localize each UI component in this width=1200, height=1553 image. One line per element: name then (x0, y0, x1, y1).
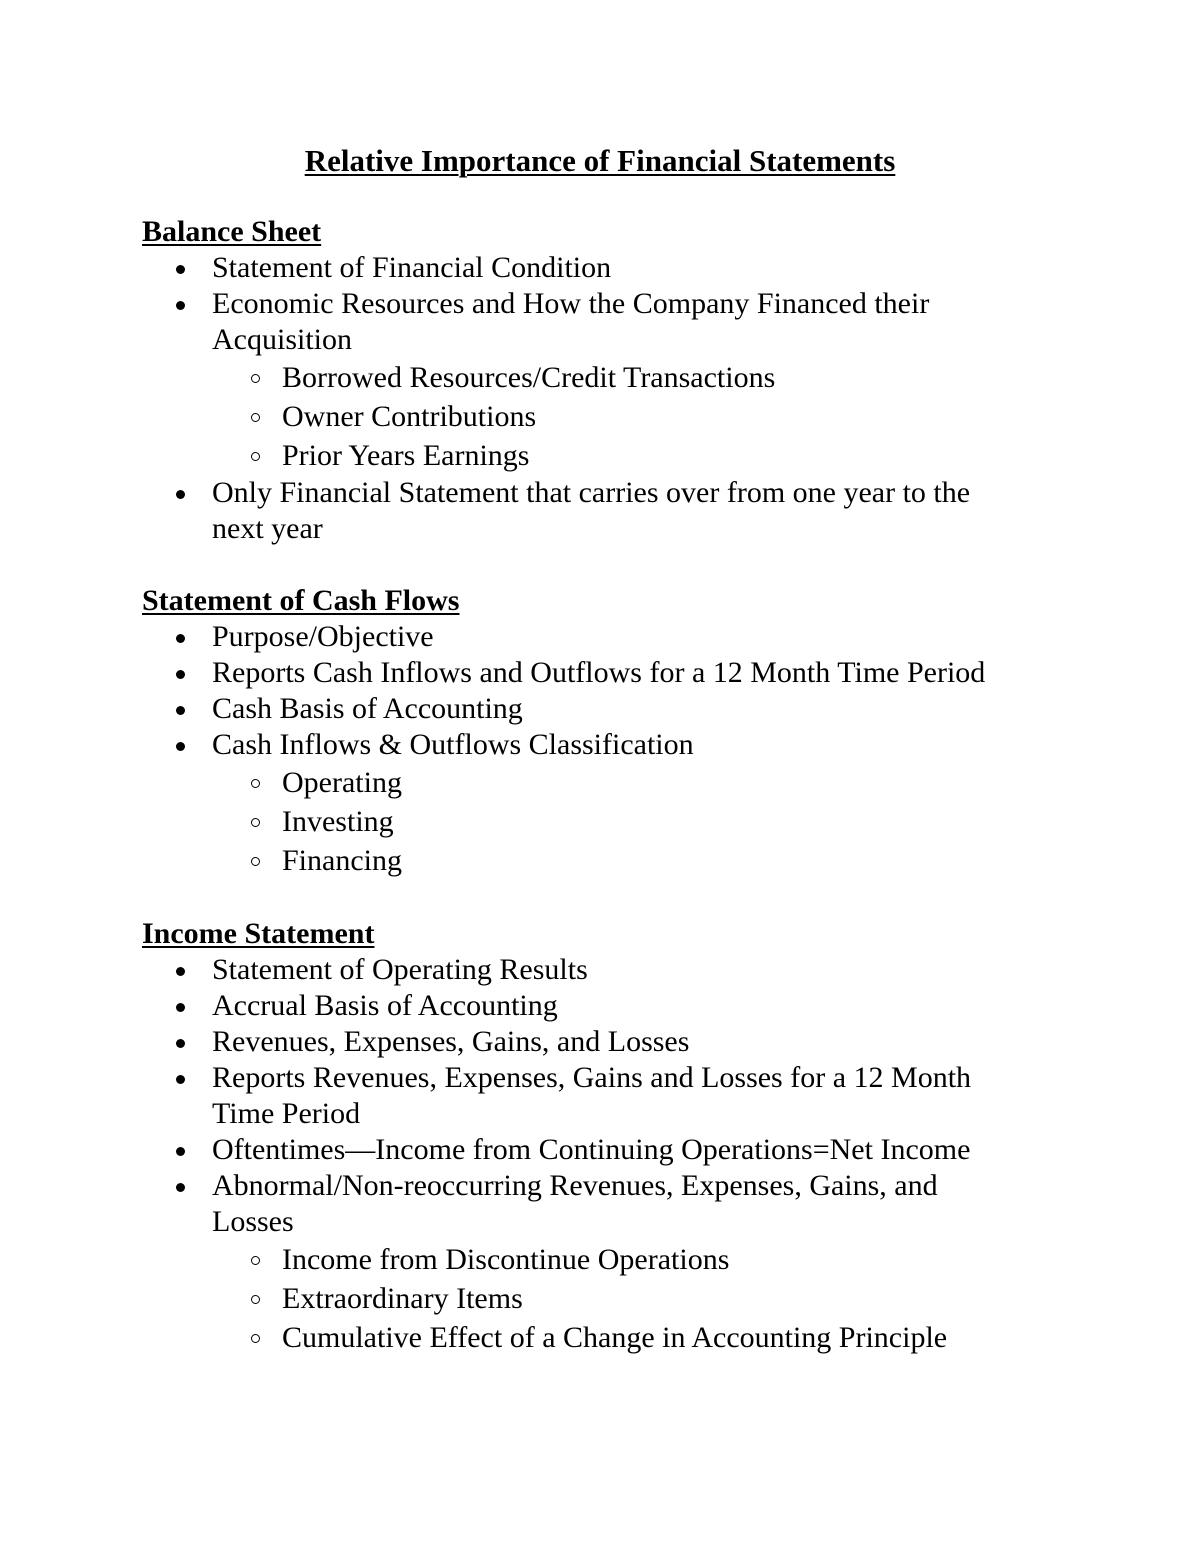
sub-item-text: Borrowed Resources/Credit Transactions (282, 361, 776, 394)
sub-item-text: Financing (282, 844, 402, 877)
bullet-item (142, 988, 1032, 1024)
sub-list-item (142, 1318, 1032, 1357)
bullet-item (142, 1132, 1032, 1168)
sub-list-item (142, 1279, 1032, 1318)
hollow-circle-bullet-icon (251, 818, 260, 827)
bullet-text: Reports Cash Inflows and Outflows for a 12 Month Time Period (212, 656, 986, 689)
sub-item-text: Income from Discontinue Operations (282, 1243, 730, 1276)
bullet-dot-icon (176, 1147, 185, 1156)
bullet-item (142, 655, 1032, 691)
bullet-text-line: Abnormal/Non-reoccurring Revenues, Expenses, Gains, and (212, 1169, 938, 1202)
bullet-text-line: Acquisition (212, 323, 352, 356)
hollow-circle-bullet-icon (251, 374, 260, 383)
sub-list-item (142, 436, 1032, 475)
bullet-dot-icon (176, 265, 185, 274)
bullet-text: Statement of Financial Condition (212, 251, 612, 284)
bullet-item (142, 619, 1032, 655)
bullet-item (142, 691, 1032, 727)
bullet-item (142, 727, 1032, 880)
bullet-text: Cash Basis of Accounting (212, 692, 523, 725)
bullet-text: Cash Inflows & Outflows Classification (212, 728, 694, 761)
bullet-dot-icon (176, 634, 185, 643)
bullet-dot-icon (176, 1075, 185, 1084)
section-heading-income-statement: Income Statement (142, 917, 375, 950)
sub-item-text: Cumulative Effect of a Change in Accounting Principle (282, 1321, 948, 1354)
bullet-item (142, 1024, 1032, 1060)
sub-item-text: Investing (282, 805, 394, 838)
sub-list-item (142, 763, 1032, 802)
bullet-dot-icon (176, 1183, 185, 1192)
sub-list-item (142, 358, 1032, 397)
bullet-dot-icon (176, 1003, 185, 1012)
sub-list-item (142, 1240, 1032, 1279)
sub-list-item (142, 397, 1032, 436)
bullet-dot-icon (176, 967, 185, 976)
bullet-dot-icon (176, 301, 185, 310)
sub-item-text: Prior Years Earnings (282, 439, 530, 472)
sub-list (212, 358, 1032, 475)
hollow-circle-bullet-icon (251, 857, 260, 866)
hollow-circle-bullet-icon (251, 1295, 260, 1304)
hollow-circle-bullet-icon (251, 452, 260, 461)
bullet-text-line: Economic Resources and How the Company Financed their (212, 287, 930, 320)
bullet-dot-icon (176, 742, 185, 751)
hollow-circle-bullet-icon (251, 1256, 260, 1265)
bullet-dot-icon (176, 706, 185, 715)
sub-list (212, 1240, 1032, 1357)
hollow-circle-bullet-icon (251, 779, 260, 788)
bullet-dot-icon (176, 490, 185, 499)
bullet-item (142, 250, 1032, 286)
bullet-text-line: Only Financial Statement that carries over from one year to the (212, 476, 971, 509)
bullet-item (142, 475, 1032, 547)
bullet-text-line: Losses (212, 1205, 294, 1238)
bullet-text: Oftentimes—Income from Continuing Operations=Net Income (212, 1133, 971, 1166)
bullet-text-line: Time Period (212, 1097, 361, 1130)
hollow-circle-bullet-icon (251, 1334, 260, 1343)
bullet-dot-icon (176, 1039, 185, 1048)
bullet-text: Purpose/Objective (212, 620, 434, 653)
bullet-item (142, 1168, 1032, 1357)
bullet-text: Statement of Operating Results (212, 953, 588, 986)
sub-list-item (142, 802, 1032, 841)
section-balance-sheet (142, 214, 1042, 547)
bullet-item (142, 286, 1032, 475)
section-income-statement (142, 916, 1042, 1357)
bullet-item (142, 952, 1032, 988)
section-cash-flows (142, 583, 1042, 880)
sub-list-item (142, 841, 1032, 880)
sub-item-text: Operating (282, 766, 402, 799)
sub-list (212, 763, 1032, 880)
sub-item-text: Extraordinary Items (282, 1282, 523, 1315)
section-heading-balance-sheet: Balance Sheet (142, 215, 322, 248)
bullet-text-line: next year (212, 512, 323, 545)
document-title: Relative Importance of Financial Statements (304, 143, 896, 178)
bullet-text: Accrual Basis of Accounting (212, 989, 558, 1022)
bullet-item (142, 1060, 1032, 1132)
bullet-dot-icon (176, 670, 185, 679)
bullet-text-line: Reports Revenues, Expenses, Gains and Losses for a 12 Month (212, 1061, 972, 1094)
bullet-text: Revenues, Expenses, Gains, and Losses (212, 1025, 690, 1058)
hollow-circle-bullet-icon (251, 413, 260, 422)
section-heading-cash-flows: Statement of Cash Flows (142, 584, 460, 617)
sub-item-text: Owner Contributions (282, 400, 537, 433)
